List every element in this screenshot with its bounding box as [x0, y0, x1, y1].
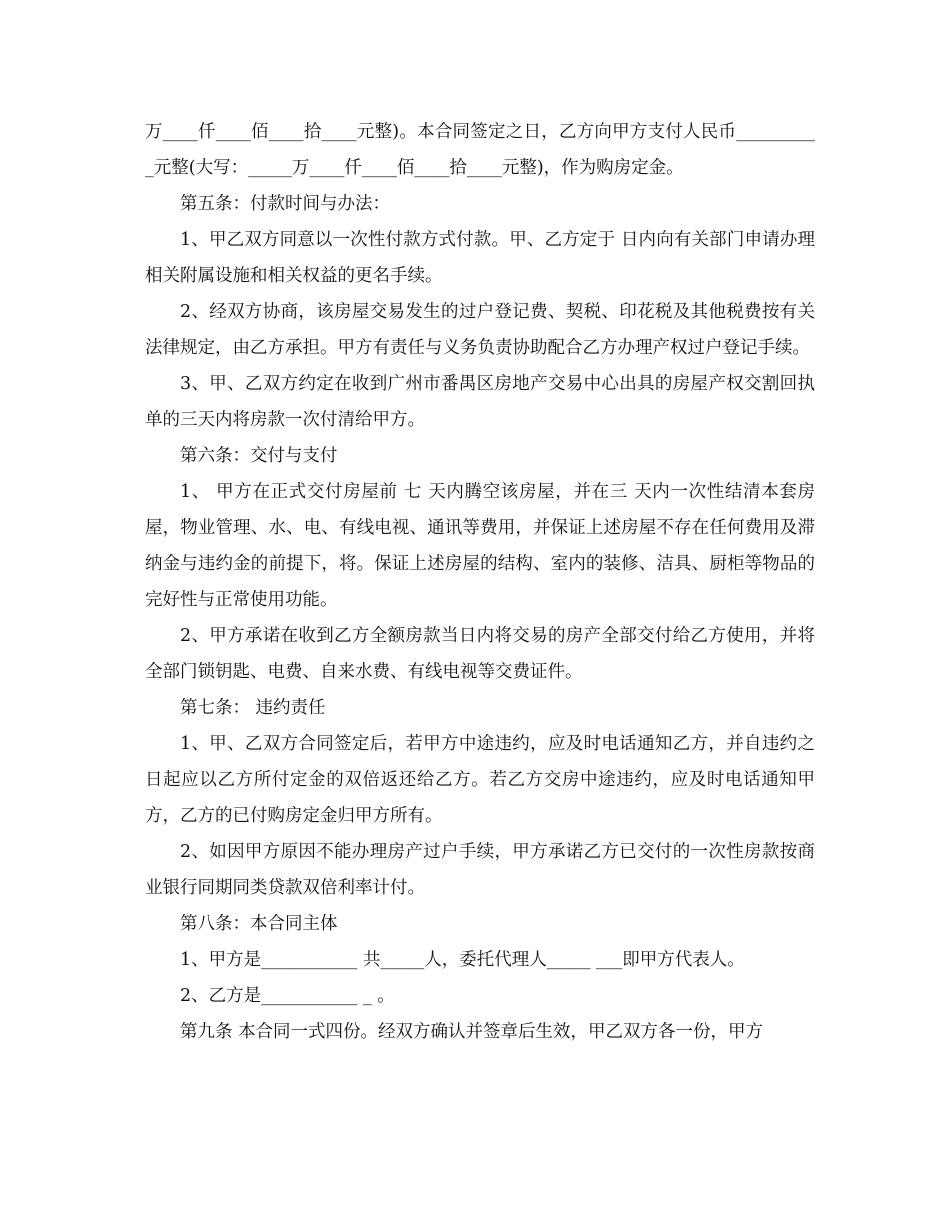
paragraph-5-2: 2、经双方协商，该房屋交易发生的过户登记费、契税、印花税及其他税费按有关法律规定，由乙方承担。甲方有责任与义务负责协助配合乙方办理产权过户登记手续。 — [145, 302, 815, 358]
heading-article-9: 第九条 本合同一式四份。经双方确认并签章后生效，甲乙双方各一份，甲方 — [180, 1022, 764, 1042]
paragraph-7-1: 1、甲、乙双方合同签定后，若甲方中途违约，应及时电话通知乙方，并自违约之日起应以乙方所付定金的双倍返还给乙方。若乙方交房中途违约，应及时电话通知甲方，乙方的已付购房定金归甲方所有。 — [145, 734, 815, 826]
paragraph-payment-amount: 万____仟____佰____拾____元整)。本合同签定之日，乙方向甲方支付人民币__________元整(大写：_____万____仟____佰____拾____元整)，作为购房定金。 — [145, 122, 815, 178]
paragraph-6-1: 1、 甲方在正式交付房屋前 七 天内腾空该房屋，并在三 天内一次性结清本套房屋，物业管理、水、电、有线电视、通讯等费用，并保证上述房屋不存在任何费用及滞纳金与违约金的前提下，将。保证上述房屋的结构、室内的装修、洁具、厨柜等物品的完好性与正常使用功能。 — [145, 482, 815, 610]
paragraph-5-3: 3、甲、乙双方约定在收到广州市番禺区房地产交易中心出具的房屋产权交割回执单的三天内将房款一次付清给甲方。 — [145, 374, 815, 430]
paragraph-8-2: 2、乙方是___________ _ 。 — [180, 986, 395, 1006]
heading-article-8: 第八条：本合同主体 — [180, 914, 338, 934]
heading-article-7: 第七条： 违约责任 — [180, 698, 326, 718]
paragraph-8-1: 1、甲方是___________ 共_____人，委托代理人_____ ___即甲方代表人。 — [180, 950, 745, 970]
paragraph-7-2: 2、如因甲方原因不能办理房产过户手续，甲方承诺乙方已交付的一次性房款按商业银行同期同类贷款双倍利率计付。 — [145, 842, 815, 898]
paragraph-6-2: 2、甲方承诺在收到乙方全额房款当日内将交易的房产全部交付给乙方使用，并将全部门锁钥匙、电费、自来水费、有线电视等交费证件。 — [145, 626, 815, 682]
paragraph-5-1: 1、甲乙双方同意以一次性付款方式付款。甲、乙方定于 日内向有关部门申请办理相关附属设施和相关权益的更名手续。 — [145, 230, 815, 286]
document-page — [145, 114, 815, 1050]
heading-article-6: 第六条：交付与支付 — [180, 446, 338, 466]
heading-article-5: 第五条：付款时间与办法： — [180, 194, 390, 214]
